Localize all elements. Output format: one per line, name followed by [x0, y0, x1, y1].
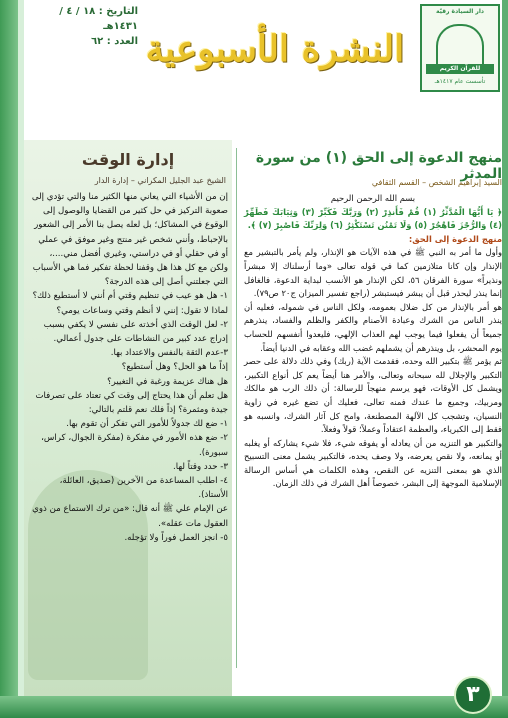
- list-item: لماذا لا تقول: إنني لا أنظم وقتي وساعات يومي؟: [56, 305, 228, 316]
- section-subheading: منهج الدعوة إلى الحق:: [408, 233, 502, 244]
- date-line: التاريخ : ١٨ / ٤ / ١٤٣١هـ: [59, 6, 138, 32]
- institution-logo: [420, 4, 500, 92]
- logo-year-text: تأسست عام ١٤١٧هـ: [434, 78, 486, 85]
- masthead-title: النشرة الأسبوعية: [145, 28, 405, 70]
- paragraph: ثم يؤمر ﷺ بتكبير الله وحده، فقدمت الآية (ربك) وفي ذلك دلالة على حصر التكبير والإجلال لله سبحانه وتعالى، والأمر هنا أيضاً يعم كل أنواع التكبير، ويشمل كل الأوقات، فهو يرسم منهجاً للرسالة: أن ذلك الرب هو مالكك ومربيك، وجميع ما عندك فمنه تعالى، فعليك أن تضع غيره في زاوية النسيان، وتشجب كل الآلهة المصطنعة، وامح كل آثار الشرك، وانسبه هو فقط إلى الكبرياء، والعظمة اعتقاداً وعملاً؛ قولاً وفعلاً.: [244, 356, 502, 435]
- article-body-time: [30, 190, 228, 545]
- bottom-decorative-border: [0, 696, 508, 718]
- list-item: ٢- ضع هذه الأمور في مفكرة (مفكرة الجوال، كراس، سبورة).: [41, 433, 228, 458]
- list-item: إذاً ما هو الحل؟ وهل أستطيع؟: [121, 362, 228, 373]
- paragraph: والتكبير هو التنزيه من أن يعادله أو يفوقه شيء، فلا شيء يشاركه أو يغلبه أو يمانعه، ولا نقص يعرضه، ولا وصف يحده، فالتكبير يشمل معنى التسبيح الذي هو بمعنى التنزيه عن النقص، وهذه الكلمات هي أساس الرسالة الإسلامية الموجهة إلى البشر، خصوصاً أهل الشرك في ذلك الزمان.: [244, 437, 502, 489]
- article-author-time: الشيخ عبد الجليل المكراني – إدارة الدار: [94, 176, 226, 185]
- article-body-dawah: [244, 192, 502, 491]
- list-item: ٥- انجز العمل فوراً ولا تؤجله.: [124, 532, 228, 543]
- column-divider: [236, 148, 237, 668]
- list-item: عن الإمام علي ﷺ أنه قال: «من ترك الاستماع من ذوي العقول مات عقله».: [32, 504, 228, 529]
- issue-number: العدد : ٦٢: [91, 36, 138, 47]
- logo-band-text: للقرآن الكريم: [426, 64, 494, 74]
- issue-info: [28, 4, 138, 49]
- list-item: ٢- لعل الوقت الذي أخذته على نفسي لا يكفي بسبب إدراج عدد كبير من النشاطات على جدول أعمالي.: [43, 319, 228, 345]
- basmala: بسم الله الرحمن الرحيم: [330, 193, 416, 203]
- article-author-dawah: السيد إبراهيم الشخص – القسم الثقافي: [371, 178, 502, 187]
- list-item: ١- ضع لك جدولاً للأمور التي تفكر أن تقوم بها.: [66, 419, 228, 430]
- paragraph: إن من الأشياء التي يعاني منها الكثير منا والتي تؤدي إلى صعوبة التركيز في حل كثير من القضايا والوصول إلى الوقوع في المشاكل؛ بل لعله يصل بنا الأمر إلى الشعور بالإحباط، وأنني شخص غير منتج وغير موفق في عملي أو في حقلي أو في دراستي، وغيري أفضل مني....، ولكن مع كل هذا هل وقفنا لحظة تفكير فما هي الأسباب التي جعلتني أصل إلى هذه الدرجة؟: [31, 192, 228, 288]
- right-decorative-border: [502, 0, 508, 718]
- list-item: ٣-عدم الثقة بالنفس والاعتداد بها.: [110, 348, 228, 359]
- list-item: ٣- حدد وقتاً لها.: [173, 461, 228, 472]
- article-title-time: إدارة الوقت: [81, 150, 175, 169]
- logo-top-text: دار السيادة رقيّة: [436, 8, 484, 15]
- paragraph: وأول ما أمر به النبي ﷺ في هذه الآيات هو الإنذار، ولم يأمر بالتبشير مع الإنذار وإن كانا متلازمين كما في قوله تعالى «وما أرسلناك إلا مبشراً ونذيراً» سورة الفرقان ٥٦، لكن الإنذار هو الأنسب لبداية الدعوة، فالغافل إنما ينذر ليحذر قبل أن يبشر فيستبشر (راجع تفسير الميزان ج٢٠ ص٧٩).: [244, 247, 502, 299]
- quran-verse: ﴿ يَا أَيُّهَا الْمُدَّثِّرُ (١) قُمْ فَأَنذِرْ (٢) وَرَبَّكَ فَكَبِّرْ (٣) وَثِيَابَكَ فَطَهِّرْ (٤) وَالرُّجْزَ فَاهْجُرْ (٥) وَلَا تَمْنُن تَسْتَكْثِرُ (٦) وَلِرَبِّكَ فَاصْبِرْ (٧) ﴾.: [244, 206, 502, 231]
- paragraph: هو أمر بالإنذار من كل ضلال بعمومه، ولكل الناس في شموله، فعليه أن ينذر الناس من الشرك وعبادة الأصنام والكفر والظلم والفساد، ينذرهم جميعاً أن يفعلوا فيما يوجب لهم العذاب الإلهي، فليعدوا أنفسهم للحساب يوم المحشر، بل وينذرهم أن يشملهم غضب الله وعقابه في الدنيا أيضاً.: [244, 301, 502, 353]
- list-item: ١- هل هو عيب في تنظيم وقتي أم أنني لا أستطيع ذلك؟: [32, 291, 228, 302]
- list-item: ٤- اطلب المساعدة من الآخرين (صديق، العائلة، الأستاذ).: [59, 476, 228, 501]
- list-item: هل هناك عزيمة ورغبة في التغيير؟: [107, 376, 228, 387]
- list-item: هل تعلم أن هذا يحتاج إلى وقت كي تعتاد على تصرفات جيدة ومثمرة؟ إذاً فلك نعم قلتم بالتالي:: [35, 390, 228, 416]
- logo-arch-icon: [436, 24, 484, 66]
- page-number: ٣: [454, 676, 492, 714]
- left-decorative-border: [0, 0, 18, 718]
- article-title-dawah: منهج الدعوة إلى الحق (١) من سورة المدثر: [255, 150, 502, 182]
